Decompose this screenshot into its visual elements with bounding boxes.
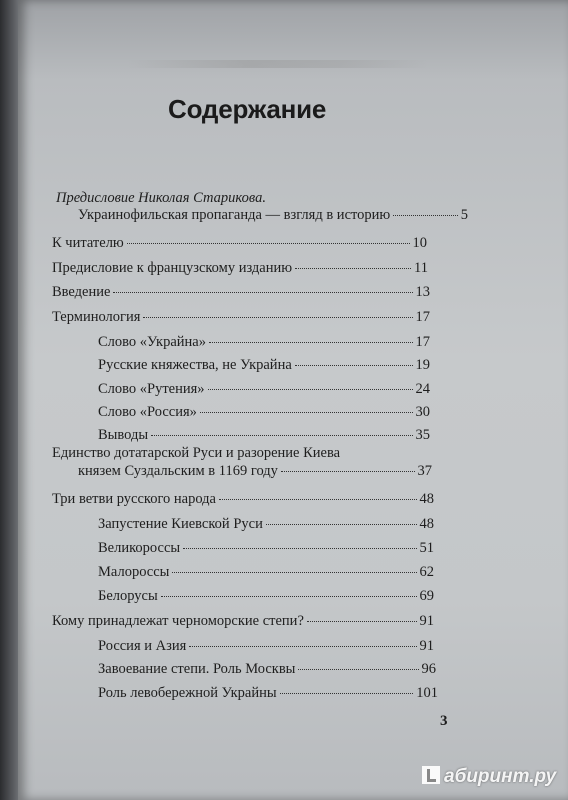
toc-page-number: 101 — [416, 685, 438, 701]
toc-entry-heading-line — [52, 445, 340, 462]
toc-leader-dots — [393, 215, 458, 216]
toc-entry-text: Кому принадлежат черноморские степи? — [52, 613, 304, 629]
toc-entry — [98, 516, 434, 533]
toc-leader-dots — [127, 243, 410, 244]
toc-leader-dots — [280, 693, 414, 694]
toc-leader-dots — [189, 646, 416, 647]
toc-entry — [98, 588, 434, 605]
toc-leader-dots — [281, 471, 415, 472]
toc-page-number: 24 — [415, 381, 430, 397]
toc-entry-text: Слово «Рутения» — [98, 381, 205, 397]
toc-entry-text: Предисловие к французскому изданию — [52, 260, 293, 276]
toc-entry — [52, 284, 430, 301]
toc-page-number: 91 — [419, 613, 434, 629]
toc-entry — [52, 260, 428, 277]
toc-leader-dots — [200, 412, 413, 413]
toc-entry-text: Завоевание степи. Роль Москвы — [98, 661, 296, 677]
toc-entry — [98, 540, 434, 557]
toc-entry-text: Слово «Украйна» — [98, 334, 206, 350]
toc-entry-text: Введение — [52, 284, 111, 300]
book-page — [18, 0, 568, 800]
watermark — [422, 766, 556, 788]
toc-page-number: 62 — [419, 564, 434, 580]
toc-leader-dots — [219, 499, 417, 500]
toc-entry — [98, 381, 430, 398]
toc-leader-dots — [209, 342, 413, 343]
toc-page-number: 5 — [460, 207, 468, 223]
watermark-text: абиринт.ру — [444, 766, 557, 787]
toc-page-number: 11 — [414, 260, 428, 276]
toc-entry-text: Русские княжества, не Украйна — [98, 357, 292, 373]
toc-page-number: 13 — [415, 284, 430, 300]
toc-page-number: 17 — [415, 309, 430, 325]
toc-page-number: 91 — [419, 638, 434, 654]
toc-entry-text: Выводы — [98, 427, 149, 443]
toc-entry-text: Запустение Киевской Руси — [98, 516, 263, 532]
toc-entry-text: Белорусы — [98, 588, 158, 604]
toc-page-number: 19 — [415, 357, 430, 373]
toc-page-number: 48 — [419, 491, 434, 507]
toc-entry — [78, 463, 432, 480]
toc-leader-dots — [298, 669, 418, 670]
toc-entry-text: Три ветви русского народа — [52, 491, 216, 507]
toc-page-number: 69 — [419, 588, 434, 604]
toc-leader-dots — [307, 621, 417, 622]
toc-entry-text: князем Суздальским в 1169 году — [78, 463, 278, 479]
toc-entry-text: Единство дотатарской Руси и разорение Киева — [52, 445, 341, 461]
labirint-logo-icon — [422, 766, 440, 784]
toc-leader-dots — [295, 365, 413, 366]
toc-entry-text: Россия и Азия — [98, 638, 187, 654]
toc-entry — [98, 638, 434, 655]
toc-leader-dots — [208, 389, 413, 390]
toc-entry — [98, 357, 430, 374]
toc-entry — [98, 564, 434, 581]
toc-entry — [52, 235, 427, 252]
toc-leader-dots — [295, 268, 411, 269]
toc-entry-text: Терминология — [52, 309, 141, 325]
toc-page-number: 30 — [415, 404, 430, 420]
toc-entry-preface — [78, 207, 468, 224]
toc-entry — [98, 427, 430, 444]
toc-leader-dots — [151, 435, 412, 436]
toc-page-number: 35 — [415, 427, 430, 443]
toc-entry — [98, 404, 430, 421]
toc-leader-dots — [266, 524, 417, 525]
toc-entry-text: Великороссы — [98, 540, 181, 556]
toc-page-number: 17 — [415, 334, 430, 350]
toc-leader-dots — [183, 548, 416, 549]
toc-page-number: 51 — [419, 540, 434, 556]
toc-entry-text: Украинофильская пропаганда — взгляд в историю — [78, 207, 391, 223]
toc-entry-text: Роль левобережной Украйны — [98, 685, 277, 701]
toc-entry-text: Слово «Россия» — [98, 404, 197, 420]
table-of-contents — [18, 0, 568, 800]
toc-leader-dots — [161, 596, 417, 597]
page-title: Содержание — [168, 94, 327, 124]
toc-leader-dots — [172, 572, 416, 573]
toc-entry-text: К читателю — [52, 235, 124, 251]
toc-page-number: 48 — [419, 516, 434, 532]
toc-page-number: 10 — [412, 235, 427, 251]
toc-entry — [98, 661, 436, 678]
toc-leader-dots — [143, 317, 412, 318]
toc-leader-dots — [113, 292, 412, 293]
preface-author-line: Предисловие Николая Старикова. — [56, 190, 266, 206]
toc-entry — [52, 491, 434, 508]
toc-page-number: 96 — [421, 661, 436, 677]
toc-entry-text: Малороссы — [98, 564, 170, 580]
toc-entry — [52, 309, 430, 326]
toc-entry — [98, 334, 430, 351]
page-number: 3 — [440, 713, 448, 729]
toc-page-number: 37 — [417, 463, 432, 479]
toc-entry — [52, 613, 434, 630]
toc-entry — [98, 685, 438, 702]
